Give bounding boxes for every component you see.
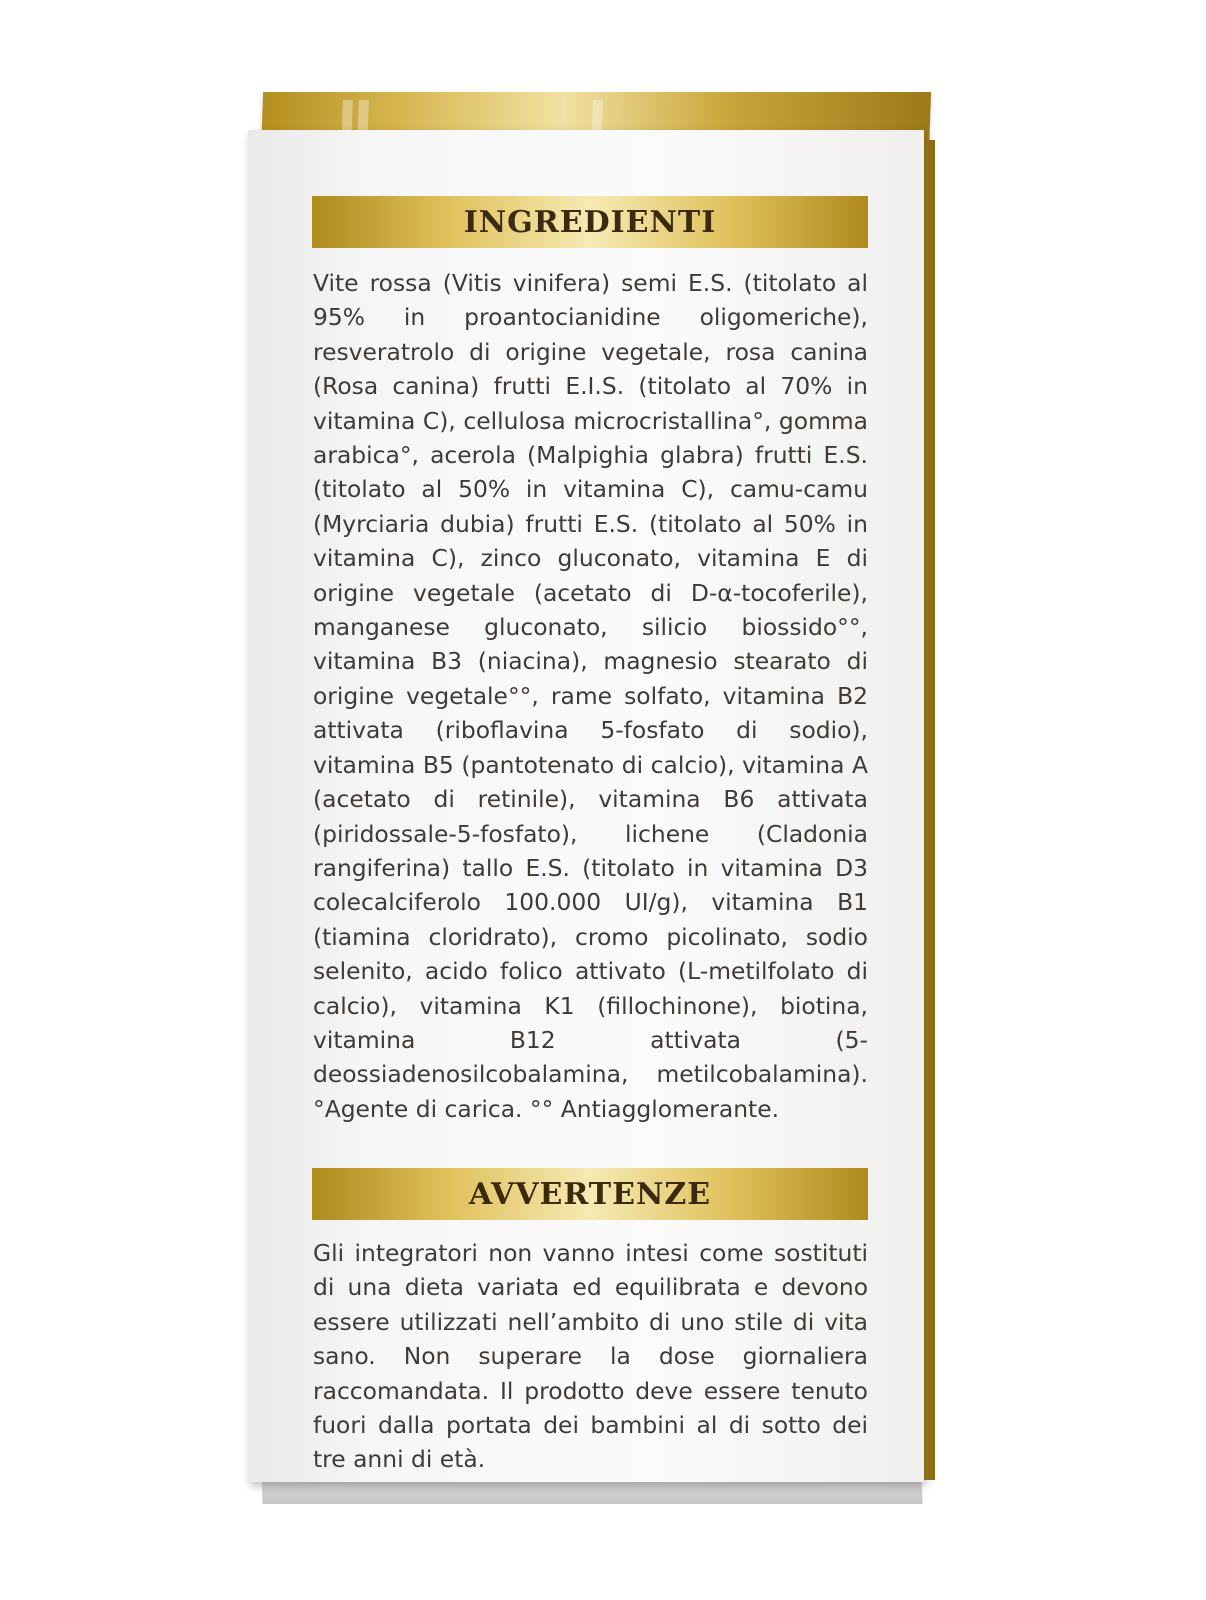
warnings-text: Gli integratori non vanno intesi come sostituti di una dieta variata ed equilibrata e devono essere utilizzati nell’ambito di uno stile di vita sano. Non superare la dose giornaliera raccomandata. Il prodotto deve essere tenuto fuori dalla portata dei bambini al di sotto dei tre anni di età. xyxy=(313,1239,868,1474)
warnings-header xyxy=(312,1168,868,1220)
ingredients-header xyxy=(312,196,868,248)
ingredients-title: INGREDIENTI xyxy=(463,204,717,240)
warnings-title: AVVERTENZE xyxy=(468,1176,712,1212)
ingredients-text: Vite rossa (Vitis vinifera) semi E.S. (titolato al 95% in proantocianidine oligomeriche), resveratrolo di origine vegetale, rosa canina (Rosa canina) frutti E.I.S. (titolato al 70% in vitamina C), cellulosa microcristallina°, gomma arabica°, acerola (Malpighia glabra) frutti E.S. (titolato al 50% in vitamina C), camu-camu (Myrciaria dubia) frutti E.S. (titolato al 50% in vitamina C), zinco gluconato, vitamina E di origine vegetale (acetato di D-α-tocoferile), manganese gluconato, silicio biossido°°, vitamina B3 (niacina), magnesio stearato di origine vegetale°°, rame solfato, vitamina B2 attivata (riboflavina 5-fosfato di sodio), vitamina B5 (pantotenato di calcio), vitamina A (acetato di retinile), vitamina B6 attivata (piridossale-5-fosfato), lichene (Cladonia rangiferina) tallo E.S. (titolato in vitamina D3 colecalciferolo 100.000 UI/g), vitamina B1 (tiamina cloridrato), cromo picolinato, sodio selenito, acido folico attivato (L-metilfolato di calcio), vitamina K1 (fillochinone), biotina, vitamina B12 attivata (5-deossiadenosilcobalamina, metilcobalamina). °Agente di carica. °° Antiagglomerante. xyxy=(313,269,868,1123)
